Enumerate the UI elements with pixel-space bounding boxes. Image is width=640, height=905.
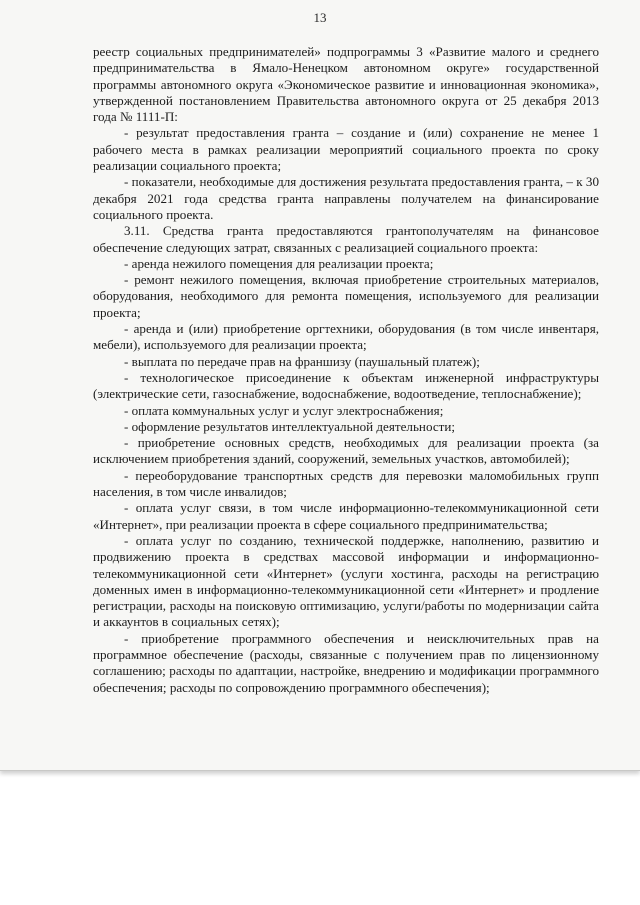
list-item-office-equipment: - аренда и (или) приобретение оргтехники, оборудования (в том числе инвентаря, мебели), используемого для реализации проекта;: [93, 321, 599, 353]
paragraph-registry-continuation: реестр социальных предпринимателей» подпрограммы 3 «Развитие малого и среднего предпринимательства в Ямало-Ненецком автономном округе» государственной программы автономного округа «Экономическое развитие и инновационная экономика», утвержденной постановлением Правительства автономного округа от 25 декабря 2013 года № 1111-П:: [93, 44, 599, 125]
paragraph-section-3-11: 3.11. Средства гранта предоставляются грантополучателям на финансовое обеспечение следующих затрат, связанных с реализацией социального проекта:: [93, 223, 599, 255]
paragraph-grant-result: - результат предоставления гранта – создание и (или) сохранение не менее 1 рабочего места в рамках реализации мероприятий социального проекта по сроку реализации социального проекта;: [93, 125, 599, 174]
list-item-rent: - аренда нежилого помещения для реализации проекта;: [124, 255, 434, 271]
list-item-media-promotion: - оплата услуг по созданию, технической поддержке, наполнению, развитию и продвижению проекта в средствах массовой информации и информационно-телекоммуникационной сети «Интернет» (услуги хостинга, расходы на регистрацию доменных имен в информационно-телекоммуникационной сети «Интернет» и продление регистрации, расходы на поисковую оптимизацию, услуги/работы по модернизации сайта и аккаунтов в социальных сетях);: [93, 532, 599, 630]
list-item-communication: - оплата услуг связи, в том числе информационно-телекоммуникационной сети «Интернет», при реализации проекта в сфере социального предпринимательства;: [93, 500, 599, 532]
list-item-intellectual-property: - оформление результатов интеллектуальной деятельности;: [124, 418, 455, 434]
list-item-software: - приобретение программного обеспечения и неисключительных прав на программное обеспечение (расходы, связанные с получением прав по лицензионному соглашению; расходы по адаптации, настройке, внедрению и модификации программного обеспечения; расходы по сопровождению программного обеспечения);: [93, 630, 599, 695]
page-number: 13: [313, 10, 327, 25]
document-body: [93, 44, 599, 696]
list-item-vehicle-conversion: - переоборудование транспортных средств для перевозки маломобильных групп населения, в том числе инвалидов;: [93, 467, 599, 500]
list-item-franchise: - выплата по передаче прав на франшизу (паушальный платеж);: [124, 353, 480, 369]
list-item-fixed-assets: - приобретение основных средств, необходимых для реализации проекта (за исключением приобретения зданий, сооружений, земельных участков, автомобилей);: [93, 435, 599, 467]
paragraph-grant-indicators: - показатели, необходимые для достижения результата предоставления гранта, – к 30 декабря 2021 года средства гранта направлены получателем на финансирование социального проекта.: [93, 174, 599, 222]
list-item-utilities: - оплата коммунальных услуг и услуг электроснабжения;: [124, 402, 444, 418]
list-item-repair: - ремонт нежилого помещения, включая приобретение строительных материалов, оборудования, необходимого для ремонта помещения, используемого для реализации проекта;: [93, 272, 599, 320]
list-item-utility-connection: - технологическое присоединение к объектам инженерной инфраструктуры (электрические сети, газоснабжение, водоснабжение, водоотведение, теплоснабжение);: [93, 369, 599, 402]
